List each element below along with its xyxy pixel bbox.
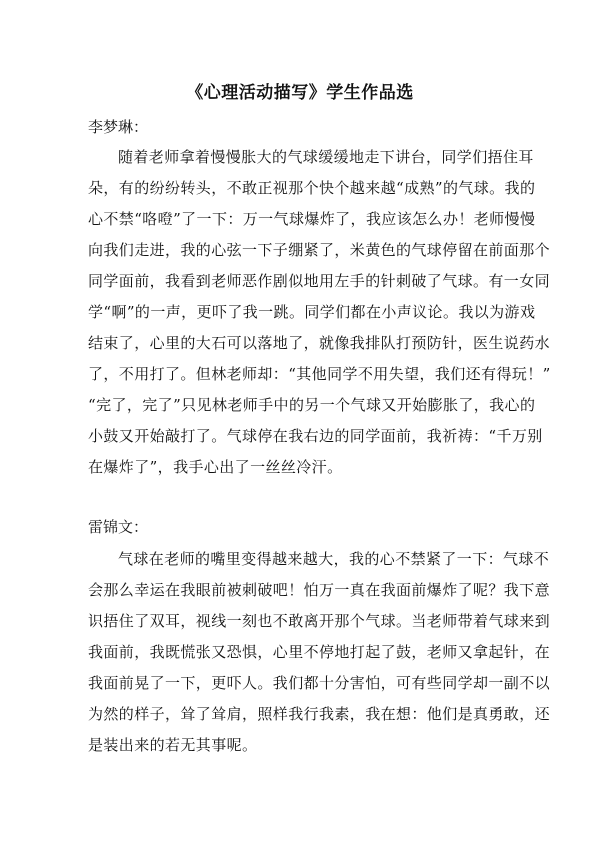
paragraph-line: 会那么幸运在我眼前被刺破吧！怕万一真在我面前爆炸了呢？我下意 bbox=[88, 581, 551, 599]
paragraph-line: 同学面前，我看到老师恶作剧似地用左手的针刺破了气球。有一女同 bbox=[88, 272, 551, 290]
paragraph-line: 朵，有的纷纷转头，不敢正视那个快个越来越“成熟”的气球。我的 bbox=[88, 179, 536, 197]
paragraph-line: 随着老师拿着慢慢胀大的气球缓缓地走下讲台，同学们捂住耳 bbox=[118, 148, 534, 166]
paragraph-line: 小鼓又开始敲打了。气球停在我右边的同学面前，我祈祷：“千万别 bbox=[88, 427, 543, 445]
paragraph-2 bbox=[88, 544, 551, 761]
paragraph-1 bbox=[88, 142, 551, 483]
paragraph-line: 为然的样子，耸了耸肩，照样我行我素，我在想：他们是真勇敢，还 bbox=[88, 705, 551, 723]
paragraph-line: 是装出来的若无其事呢。 bbox=[88, 736, 258, 754]
paragraph-line: “完了，完了”只见林老师手中的另一个气球又开始膨胀了，我心的 bbox=[88, 396, 536, 414]
paragraph-line: 了，不用打了。但林老师却：“其他同学不用失望，我们还有得玩！” bbox=[88, 365, 551, 383]
paragraph-line: 向我们走进，我的心弦一下子绷紧了，米黄色的气球停留在前面那个 bbox=[88, 241, 551, 259]
author-name-1: 李梦琳： bbox=[88, 118, 149, 136]
paragraph-line: 学“啊”的一声，更吓了我一跳。同学们都在小声议论。我以为游戏 bbox=[88, 303, 536, 321]
paragraph-line: 在爆炸了”，我手心出了一丝丝冷汗。 bbox=[88, 458, 343, 476]
paragraph-line: 气球在老师的嘴里变得越来越大，我的心不禁紧了一下：气球不 bbox=[118, 550, 550, 568]
document-title: 《心理活动描写》学生作品选 bbox=[186, 83, 414, 103]
paragraph-line: 我面前，我既慌张又恐惧，心里不停地打起了鼓，老师又拿起针，在 bbox=[88, 643, 551, 661]
paragraph-line: 我面前晃了一下，更吓人。我们都十分害怕，可有些同学却一副不以 bbox=[88, 674, 551, 692]
paragraph-line: 心不禁“咯噔”了一下：万一气球爆炸了，我应该怎么办！老师慢慢 bbox=[88, 210, 536, 228]
paragraph-line: 结束了，心里的大石可以落地了，就像我排队打预防针，医生说药水 bbox=[88, 334, 551, 352]
author-name-2: 雷锦文： bbox=[88, 518, 149, 536]
paragraph-line: 识捂住了双耳，视线一刻也不敢离开那个气球。当老师带着气球来到 bbox=[88, 612, 551, 630]
